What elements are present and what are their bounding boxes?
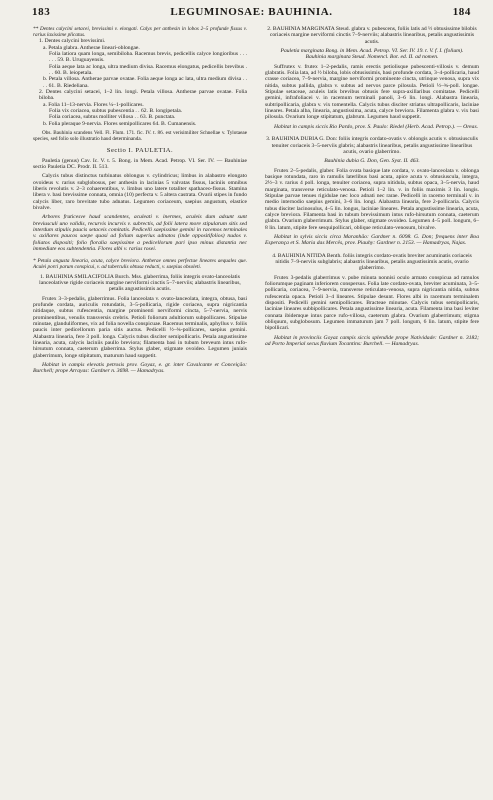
right-paragraph: Bauhinia dubia G. Don, Gen. Syst. II. 463. xyxy=(324,158,420,165)
right-paragraph: Habitat in sylvis siccis circa Maranhão: Gardner n. 6098. G. Don; frequens inter Boa Esperança et S. Maria das Mercês, prov. Piauhy: Gardner n. 2153. — Hamadryas, Najas. xyxy=(265,233,479,247)
right-paragraph: Frutex 2–5-pedalis, glaber. Folia ovata basique late cordata, v. ovato-lanceolata v. oblonga basique rotundata, raro in ramulis laterlibus basi acuta, apice acuta v. obtusiuscula, integra, 2½–3 v. rarius 4 poll. longa, tenuiter coriacea, supra nitidula, subtus opaca, 3–5-nervia, haud marginata, transverse reticulato-venosa. Petioli 1–2 lin. v. in foliis maximis 3 lin. longis. Stipulae parvae tenues rigidulae nec loco adnati nec rarae. Pedicelli in racemo terminali v. in medio internodio saepius gemini, 3–6 lin. longi. Alabastra linearia, fere 2-pollicaria. Calycis tubus disciter lacinosulus, 4–5 lin. longus, laciniae lineares. Petala angustissime linearia, acuta, calyce breviora. Filamenta basi in tubum brevissimum intus rufo-hirsutum connata, caeterum glabra. Ovarium glaberrimum. Stylus glaber, stigmate ovoideo. Legumen 4–5 poll. longum, 6–8 lin. latum, stipite fere sesquipollicari, oblique reticulato-venosum, bivalve. xyxy=(265,167,479,231)
left-paragraph: Sectio I. PAULETIA. xyxy=(106,147,174,155)
right-paragraph: Suffrutex v. frutex 1–2-pedalis, ramis erectis petiolisque pubescenti-villosis v. demum glabratis. Folia lata, ad ½ biloba, lobis obtusissimis, basi profunde cordata, 3–4-pollicaria, haud crasse coriacea, 7–9-nervia, margine nerviformi prominente cincta, utrinque venosa, supra vix nitida, subtus pallida, glabra v. subtus ad nervos parce pilosula. Petioli ½–¾-poll. longae. Stipulae setaceae, aculeis latis brevibus obtusis fere supra-axillaribus comitatae. Pedicelli gemini, infrafoliacei v. in racemum terminali panoli, 3–6 lin. longi. Alabastra linearia, subtripollicaria, glabra v. vix tomentella. Calycis tubus disciter striatus ultrapollicaris, laciniae lineares. Petala alba, linearia, angustissima, acuta, calyce breviora. Filamenta glabra v. vix basi pilosula. Ovarium longe stipitatum, glabrum. Legumen haud suppetit. xyxy=(265,63,479,121)
right-column xyxy=(265,26,479,347)
right-paragraph: Bauhinia marginata Steud. Nomencl. Bot. ed. II. ad nomen. xyxy=(305,54,439,61)
page-header xyxy=(32,6,471,20)
left-paragraph: Folia coriacea, subtus molliter villosa . . 63. B. punctata. xyxy=(49,114,176,121)
right-paragraph: Frutex 3-pedalis glaberrimus v. pube minuta nonnisi oculo armato conspicua ad ramulos foliorumque paginam inferiorem conspersus. Folia late cordato-ovata, breviter acuminata, 3–5-pollicaria, coriacea, 7–9-nervia, transverse reticulato-venosa, supra nigricantia nitida, subtus rufescentia opaca. Petioli 3–4 lineares. Stipulae desunt. Flores albi in racemum terminalem dispositi. Pedicelli gemini semipollicares. Bracteae minutae. Calycis tubus semipollicaris, laciniae lineares subbipollicares. Petala angustissime linearia, acuta. Filamenta ima basi leviter connata ibidemque intus parce rufo-villosa, caeterum glabra. Ovarium glaberrimum; stigma obliquum, subglobosum. Legumen immaturum jam 7 poll. longum, 6 lin. latum, stipite fere bipollicari. xyxy=(265,274,479,332)
running-title: LEGUMINOSAE: BAUHINIA. xyxy=(170,6,333,18)
left-paragraph: Calycis tubus distinctus turbinatus oblongus v. cylindricus; limbus in alabastro elongato ovoideus v. rarius subglobosus, per anthesin in lacinias 5 valvatas fissus, laciniis omnibus liberis revolutis v. 2–3 cohaerentibus, v. limbus uno latere totaliter spathaceo-fissus. Stamina libera v. basi brevissime connata, omnia (10) perfecta v. 5 altera castrata. Ovarii stipes in fundo calycis liber, raro brevitate tubo adnatus. Legumen coriaceum, saepius angustum, elastice bivalve. xyxy=(33,173,247,211)
right-paragraph: Habitat in campis siccis Rio Pardo, prov. S. Paulo: Riedel (Herb. Acad. Petrop.). — Oreas. xyxy=(274,123,479,130)
left-paragraph: 2. Dentes calycini setacei, 1–2 lin. longi. Petala villosa. Antherae parvae ovatae. Folia biloba. xyxy=(39,88,247,102)
left-column xyxy=(33,26,247,375)
right-paragraph: Pauletia marginata Bong. in Mem. Acad. Petrop. VI. Ser. IV. 19. t. V. f. I. (folium). xyxy=(280,48,464,55)
left-paragraph: 1. BAUHINIA SMILACIFOLIA Burch. Mss. glaberrima, foliis integris ovato-lanceolatis lanceolativse rigide coriaceis margine nerviformi cinctis 5–7-nerviis; alabastris linearibus, petalis angustissimis acutis. xyxy=(39,273,241,293)
left-paragraph: b. Petala villosa. Antherae parvae ovatae. Folia aeque longa ac lata, ultra medium divisa . . . . 61. B. Riedeliana. xyxy=(43,76,247,89)
left-paragraph: * Petala angusta linearia, acuta, calyce breviora. Antherae omnes perfectae lineares aequales que. Aculei porci parum conspicui, v. ad tuberculis obtusa reducti, v. saepius obsoleti. xyxy=(33,258,247,271)
left-paragraph: Arbores fruticesve haud scandentes, aculeati v. inermes, aculeis dum adsunt sunt breviusculi uno validis, recurvis incurvis v. subrectis, ad folii latera more stipularum sitis sed interdum stipulis paucis setaceis comitatis. Pedicelli saepissime gemini in racemos terminales v. axillares paucos saepe quasi ad folium superius adnatos (inde oppositifolios) nudos v. foliatos dispositi; folio floralia saepissime a pedicellorum pari ipso minus distantia nec immediate eos subtendentia. Flores albi v. rarius rosei. xyxy=(33,214,247,252)
right-paragraph: 2. BAUHINIA MARGINATA Steud. glabra v. pubescens, foliis latis ad ½ obtusissime bilobis coriaceis margine nerviformi cinctis 7–9-nerviis; alabastris linearibus, petalis angustissimis acutis. xyxy=(267,26,477,45)
left-paragraph: b. Folia pleraque 9-nervia. Flores semipollicares 64. B. Cumanensis. xyxy=(43,120,197,127)
left-paragraph: Folia latiora quam longa, semibiloba. Racemus brevis, pedicellis calyce longioribus . . . . . . 59. B. Uruguayensis. xyxy=(49,50,247,64)
left-paragraph: ** Dentes calycini setacei, brevissimi v. elongati. Calyx per anthesin in lobos 2–5 profunde fissus v. rarius laxissime plicatus. xyxy=(33,26,247,39)
left-paragraph: 1. Dentes calycini brevissimi. xyxy=(39,38,106,45)
left-page-number: 183 xyxy=(32,6,51,18)
right-paragraph: 4. BAUHINIA NITIDA Benth. foliis integris cordato-ovatis breviter acuminatis coriaceis nitidis 7–9-nerviis subglabris; alabastris linearibus, petalis angustissimis acutis, ovario glaberrimo. xyxy=(272,252,472,272)
right-page-number: 184 xyxy=(452,6,471,18)
right-paragraph: 3. BAUHINIA DUBIA G. Don: foliis integris cordato-ovatis v. oblongis acutis v. obtusiusculis tenuiter coriaceis 3–5-nerviis glabris; alabastris linearibus, petalis angustissime linearibus acutis, ovario glaberrimo. xyxy=(266,136,478,155)
left-paragraph: Pauletia (genus) Cav. Ic. V. t. 5. Bong. in Mem. Acad. Petrop. VI. Ser. IV. — Bauhiniae sectio Pauletia DC. Prodr. II. 513. xyxy=(33,157,247,170)
right-paragraph: Habitat in provinciis Goyaz campis siccis splendide prope Natividade: Gardner n. 3182; ad Porto Imperial secus fluvium Tocantins: Burchell. — Hamadryas. xyxy=(265,334,479,348)
left-paragraph: a. Petala glabra. Antherae lineari-oblongae. xyxy=(43,44,140,51)
left-paragraph: Folia vix coriacea, subtus pubescentia . . 62. B. longipetala. xyxy=(49,107,183,114)
left-paragraph: Frutex 3–3-pedalis, glaberrimus. Folia lanceolata v. ovato-lanceolata, integra, obtusa, basi profunde cordata, auriculis rotundatis, 3–5-pollicaria, rigide coriacea, supra nigricantia nitidaque, subtus rufescentia, margine prominenti nerviformi cincta, 5–7-nervia, nervis prominentibus, venulis transversis crebris. Petioli foliorum adultiorum subpollicares. Stipulae minutae, glanduliformes, vix ad folia novella conspicuae. Racemus terminalis, aphyllus v. foliis paucis inter pedicellorum paria sitis auctus. Pedicelli ½–¾-pollicares, saepius gemini. Alabastra linearia, fere 3 poll. longa. Calycis tubus disciter semipollicaris. Petala angustissime linearia, acuta, calycis laciniis paullo breviora; filamenta basi in tubum breveum intus rufo-hirsutum connata, caeterum glaberrima. Stylus glaber, stigmate ovoideo. Legumen juniais glaberrimum, longe stipitatum, maturum haud suppetit. xyxy=(33,295,248,359)
left-paragraph: Folia aeque lata ac longa, ultra medium divisa. Racemus elongatus, pedicellis brevibus . . . 60. B. leiopetala. xyxy=(49,63,247,76)
left-paragraph: Habitat in campis elevatis petrosis prov. Goyaz, e. gr. inter Cavalcante et Conceição: Burchell; prope Arrayas: Gardner n. 3698. — Hamadryas. xyxy=(33,362,247,375)
left-paragraph: a. Folia 11–13-nervia. Flores ¼–1-pollicares. xyxy=(43,101,144,108)
left-paragraph: Obs. Bauhinia scandens Vell. Fl. Flum. 171. fic. IV. t. 86. est verisimiliter Schnellae v. Tylotaeae species, sed folio solo illustratio haud determinanda. xyxy=(33,130,247,143)
